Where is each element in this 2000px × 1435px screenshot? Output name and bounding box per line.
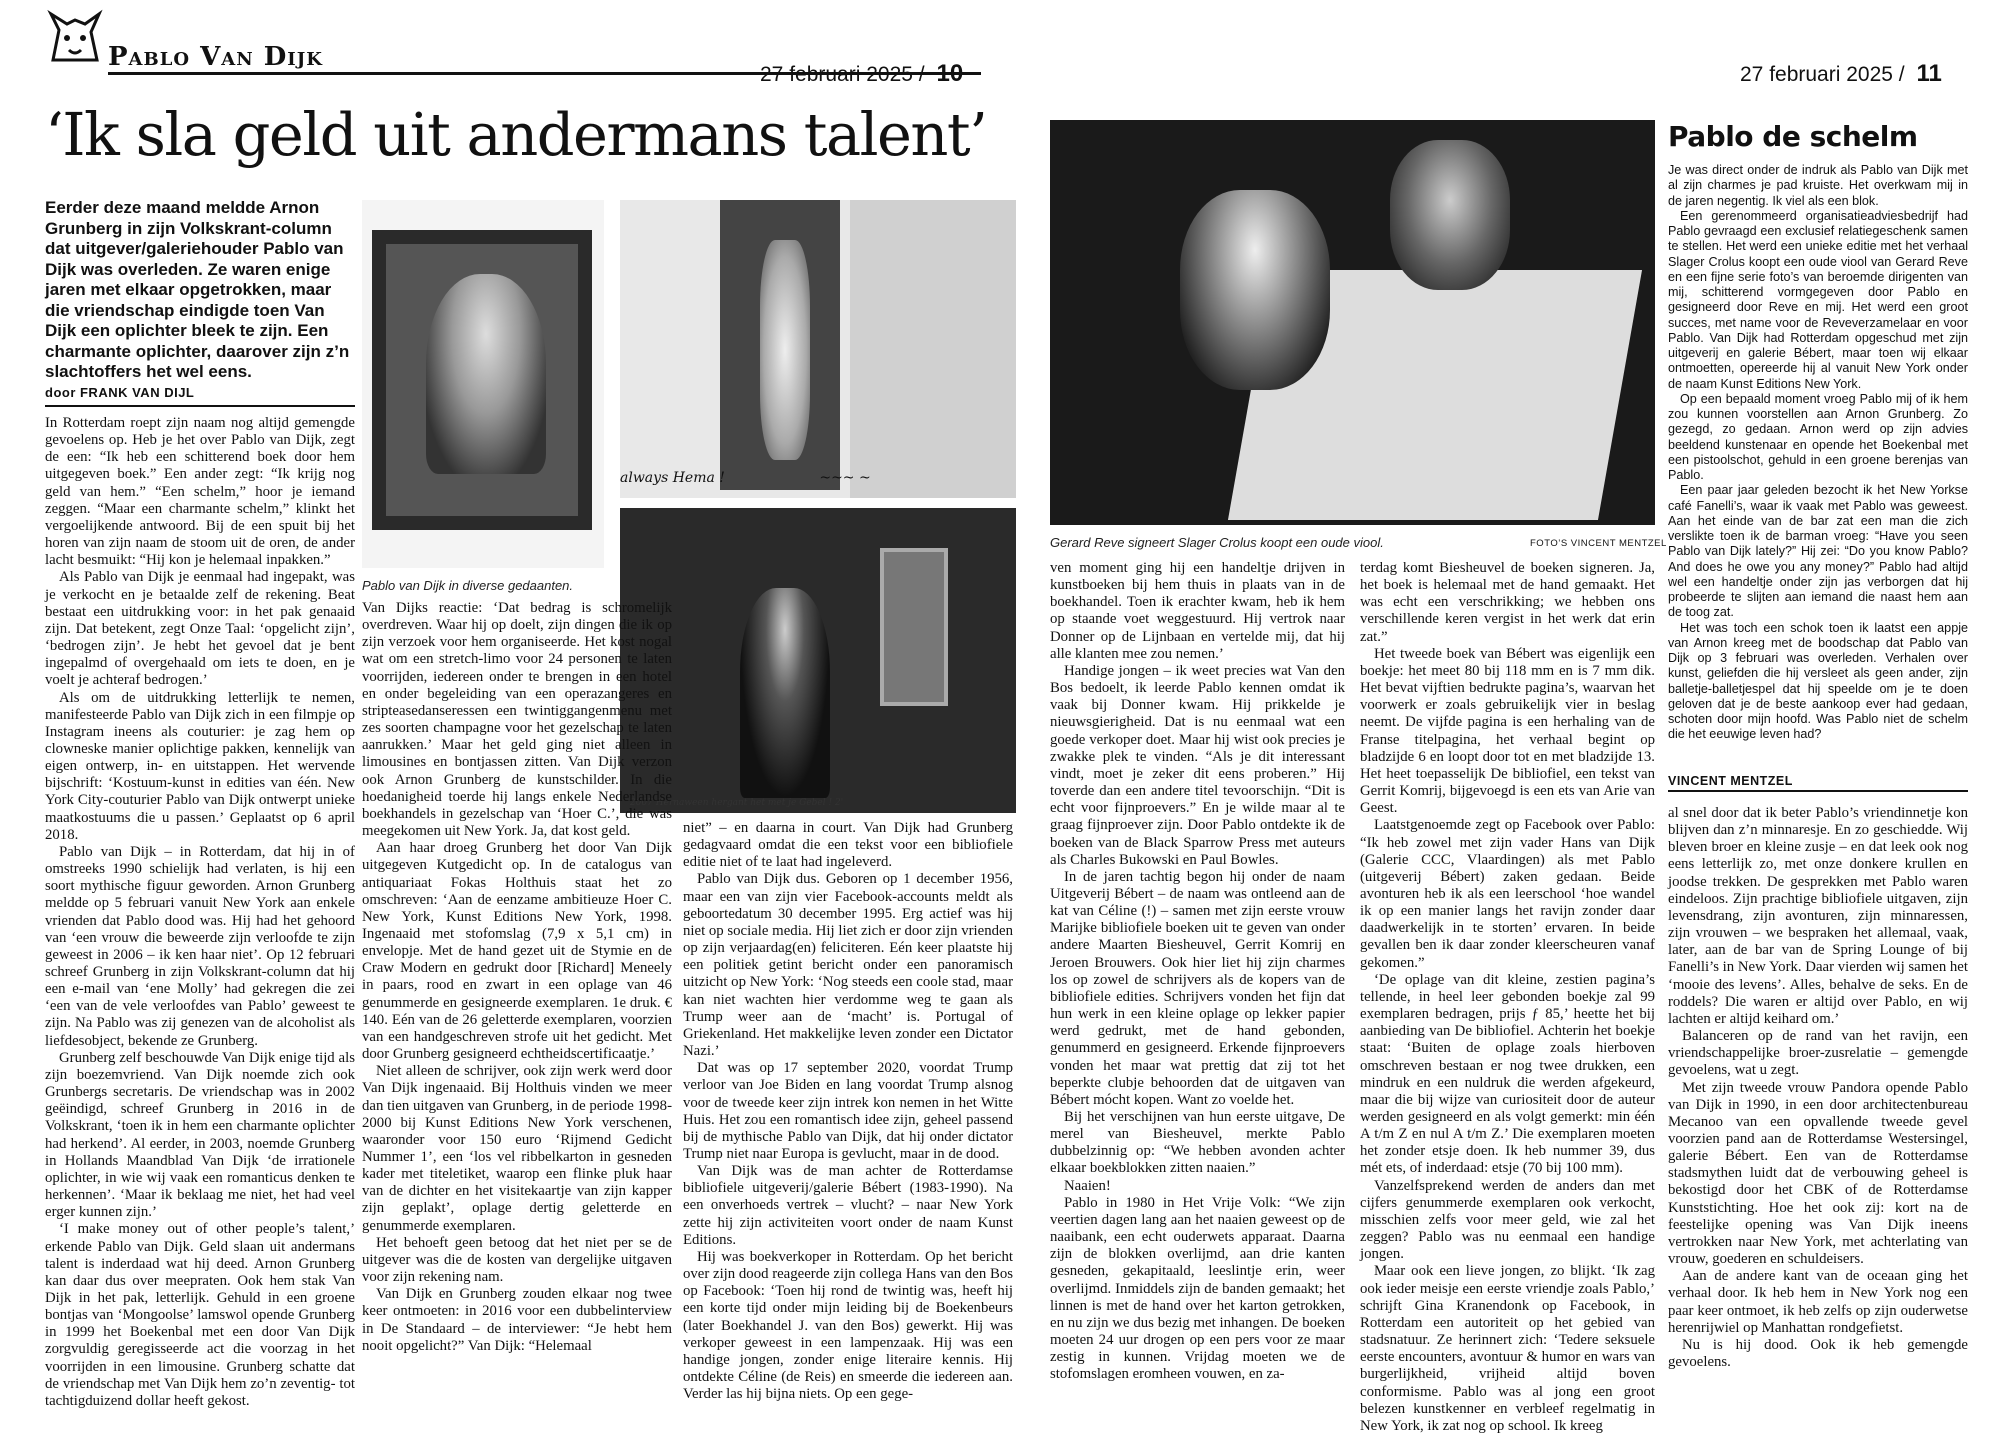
paragraph: Dat was op 17 september 2020, voordat Trump verloor van Joe Biden en lang voordat Trump alsnog voor de tweede keer zijn intrek kon nemen in het Witte Huis. Het zou een romantisch idee zijn, geheel passend bij de mythische Pablo van Dijk, dat hij onder dictator Trump niet naar Europa is gevlucht, maar in de dood. bbox=[683, 1060, 1013, 1162]
paragraph: Pablo van Dijk – in Rotterdam, dat hij in of omstreeks 1990 schielijk had verlaten, is hij een soort mythische figuur geworden. Arnon Grunberg meldde op 5 februari vanuit New York aan enkele vrienden dat Pablo dood was. Hij had het gehoord van ‘een vrouw die beweerde zijn verloofde te zijn geweest in 2006 – ik ken haar niet’. Op 12 februari schreef Grunberg in zijn Volkskrant-column dat hij een e-mail van ‘ene Molly’ had gekregen die zei ‘een van de vele verloofdes van Pablo’ geweest te zijn. Na Pablo was zij genezen van de alcoholist als liefdesobject, bekende ze Grunberg. bbox=[45, 843, 355, 1049]
photo-caption-right: Gerard Reve signeert Slager Crolus koopt een oude viool. bbox=[1050, 535, 1384, 550]
left-page-number: 10 bbox=[936, 60, 964, 87]
paragraph: Pablo van Dijk dus. Geboren op 1 december 1956, maar een van zijn vier Facebook-accounts meldt als geboortedatum 30 december 1995. Erg actief was hij niet op sociale media. Hij liet zich er door zijn vrienden op zijn verjaardag(en) feliciteren. Eén keer plaatste hij een politiek getint bericht onder een panoramisch uitzicht op New York: ‘Nog steeds een coole stad, maar kan niet wachten hier verdomme weg te gaan als Trump weer aan de ‘macht’ is. Portugal of Griekenland. Het makkelijke leven zonder een Dictator Nazi.’ bbox=[683, 871, 1013, 1060]
paragraph: terdag komt Biesheuvel de boeken signeren. Ja, het boek is helemaal met de hand gemaakt. Het was echt een verschrikking; we hebben ons verschillende keren vergist in het werk dat erin zat.” bbox=[1360, 560, 1655, 645]
column-1 bbox=[45, 415, 355, 1409]
paragraph: Van Dijk en Grunberg zouden elkaar nog twee keer ontmoeten: in 2016 voor een dubbelinterview in De Standaard – de interviewer: “Je hebt hem nooit opgelicht?” Van Dijk: “Helemaal bbox=[362, 1286, 672, 1354]
left-folio bbox=[760, 60, 963, 88]
paragraph: Van Dijks reactie: ‘Dat bedrag is schromelijk overdreven. Waar hij op doelt, zijn dingen die ik op zijn verzoek voor hem organiseerde. Het kost nogal wat om een stretch-limo voor 24 personen te laten voorrijden, iedereen onder te brengen in een hotel en onder begeleiding van een operazangeres en stripteasedanseressen een twintiggangenmenu met zes soorten champagne voor het gezelschap te laten aanrukken.’ Maar het geld ging niet alleen in limousines en bontjassen zitten. Van Dijk verzon ook Arnon Grunberg de kunstschilder. In die hoedanigheid toerde hij langs enkele Nederlandse boekhandels in gezelschap van ‘Hoer C.’, die was meegekomen uit New York. Ja, dat kost geld. bbox=[362, 600, 672, 840]
sidebar-byline: VINCENT MENTZEL bbox=[1668, 774, 1793, 788]
paragraph: Hij was boekverkoper in Rotterdam. Op het bericht over zijn dood reageerde zijn collega Hans van den Bos op Facebook: ‘Toen hij rond de twintig was, heeft hij een korte tijd onder mijn leiding bij de Boekenbeurs (later Boekhandel J. van den Bos) gewerkt. Hij was verkoper geweest in een lampenzaak. Hij was een handige jongen, zonder enige literaire kennis. Hij ontdekte Céline (de Reis) en smeerde die iedereen aan. Verder las hij bijna niets. Op een gege- bbox=[683, 1248, 1013, 1403]
paragraph: niet” – en daarna in court. Van Dijk had Grunberg gedagvaard omdat die een tekst voor een bibliofiele editie niet of te laat had ingeleverd. bbox=[683, 820, 1013, 871]
sidebar-paragraph: Je was direct onder de indruk als Pablo van Dijk met al zijn charmes je pad kruiste. Het overkwam mij in de jaren negentig. Ik viel als een blok. bbox=[1668, 163, 1968, 208]
photo-framed-portrait bbox=[362, 200, 604, 568]
paragraph: Met zijn tweede vrouw Pandora opende Pablo van Dijk in 1990, in een door architectenbureau Mecanoo van een opvallende tweede gevel voorzien pand aan de Rotterdamse Westersingel, galerie Bébert. Een van de Rotterdamse stadsmythen luidt dat de verbouwing geheel is bekostigd door het CBK of de Rotterdamse Kunststichting. Hoe het ook zij: kort na de feestelijke opening was Van Dijk ineens vertrokken naar New York, met achterlating van vrouw, goederen en schuldeisers. bbox=[1668, 1079, 1968, 1268]
photo-credit: FOTO’S VINCENT MENTZEL bbox=[1530, 538, 1667, 549]
paragraph: Bij het verschijnen van hun eerste uitgave, De merel van Biesheuvel, merkte Pablo dubbelzinnig op: “We hebben avonden achter elkaar boekblokken zitten naaien.” bbox=[1050, 1109, 1345, 1177]
photo-reve-signing bbox=[1050, 120, 1655, 525]
masthead-logo bbox=[45, 10, 107, 64]
photo-doorway bbox=[620, 200, 1016, 498]
paragraph: Aan haar droeg Grunberg het door Van Dijk uitgegeven Kutgedicht op. In de catalogus van antiquariaat Fokas Holthuis staat het zo omschreven: ‘Aan de eenzame ambitieuze Hoer C. New York, Kunst Editions New York, 1998. Ingenaaid met stofomslag (7,9 x 5,1 cm) in envelopje. Met de hand gezet uit de Stymie en de Craw Modern en gedrukt door [Richard] Meneely in paars, rood en zwart in een oplage van 46 genummerde en gesigneerde exemplaren. 1e druk. € 140. Eén van de 26 geletterde exemplaren, voorzien van een handgeschreven strofe uit het gedicht. Met door Grunberg gesigneerd echtheidscertificaatje.’ bbox=[362, 840, 672, 1063]
byline: door FRANK VAN DIJL bbox=[45, 385, 195, 400]
paragraph: Als Pablo van Dijk je eenmaal had ingepakt, was je verkocht en je betaalde zelf de rekening. Beat bestaat een uitdrukking voor: in het pak genaaid zijn. Dat betekent, zegt Onze Taal: ‘opgelicht zijn’, ‘bedrogen zijn’. Je hebt het gevoel dat je bent ingepalmd of overgehaald om iets te doen, en je voelt je achteraf bedrogen.’ bbox=[45, 569, 355, 689]
sidebar-paragraph: Een paar jaar geleden bezocht ik het New Yorkse café Fanelli’s, waar ik vaak met Pablo was geweest. Aan het einde van de bar zat een man die zich verslikte toen ik de barman vroeg: “Have you seen Pablo van Dijk lately?” Hij zei: “Do you know Pablo? And does he owe you any money?” Pablo had altijd wel een handeltje onder zijn jas verborgen dat hij probeerde te slijten aan iemand die naast hem aan de toog zat. bbox=[1668, 483, 1968, 620]
paragraph: ‘De oplage van dit kleine, zestien pagina’s tellende, in heel leer gebonden boekje zal 99 exemplaren bedragen, prijs ƒ 85,’ heette het bij aanbieding van De bibliofiel. Achterin het boekje staat: ‘Buiten de oplage zoals hierboven omschreven bestaan er nog twee drukken, een mindruk en een nuldruk die werden afgekeurd, maar die bij wijze van curiositeit door de auteur werden gesigneerd en als volgt gemerkt: min één A t/m Z en nul A t/m Z.’ Die exemplaren moeten het zonder etsje doen. Ik heb nummer 39, dus mét ets, of inderdaad: etsje (70 bij 100 mm). bbox=[1360, 971, 1655, 1177]
paragraph: Het tweede boek van Bébert was eigenlijk een boekje: het meet 80 bij 118 mm en is 7 mm dik. Het bevat vijftien bedrukte pagina’s, waarvan het voorwerk er zoals gebruikelijk vier in beslag neemt. De vijfde pagina is een herhaling van de Franse titelpagina, het verhaal begint op bladzijde 6 en loopt door tot en met bladzijde 13. Het heet toepasselijk De bibliofiel, een tekst van Gerrit Komrij, bijgevoegd is een ets van Arie van Geest. bbox=[1360, 645, 1655, 817]
lead-paragraph: Eerder deze maand meldde Arnon Grunberg in zijn Volkskrant-column dat uitgever/galeriehouder Pablo van Dijk was overleden. Ze waren enige jaren met elkaar opgetrokken, maar die vriendschap eindigde toen Van Dijk een oplichter bleek te zijn. Een charmante oplichter, daarover zijn z’n slachtoffers het wel eens. bbox=[45, 198, 350, 381]
right-date: 27 februari 2025 / bbox=[1740, 63, 1905, 86]
paragraph: In de jaren tachtig begon hij onder de naam Uitgeverij Bébert – de naam was ontleend aan de kat van Céline (!) – samen met zijn eerste vrouw Marijke bibliofiele boeken uit te geven van onder andere Maarten Biesheuvel, Gerrit Komrij en Jeroen Brouwers. Ook hier liet hij zijn charmes los op zowel de schrijvers als de kopers van de bibliofiele edities. Schrijvers vonden het fijn dat hun werk in een kleine oplage op lekker papier werd gedrukt, met de hand gebonden, genummerd en gesigneerd. Erkende fijnproevers vonden het maar wat prettig dat zij tot het beperkte clubje behoorden dat de uitgaven van Bébert mócht kopen. Want zo voelde het. bbox=[1050, 868, 1345, 1108]
column-3 bbox=[683, 820, 1013, 1403]
paragraph: ‘I make money out of other people’s talent,’ erkende Pablo van Dijk. Geld slaan uit andermans talent is inderdaad wat hij deed. Arnon Grunberg kan daar dus over meepraten. Ook hem stak Van Dijk in het pak, letterlijk. Gehuld in een groene bontjas van ‘Mongoolse’ lamswol opende Grunberg in 1999 het Boekenbal met een door Van Dijk zorgvuldig geregisseerde act die voorzag in het voorrijden in een limousine. Grunberg schatte dat de vriendschap met Van Dijk hem zo’n zeventig- tot tachtigduizend dollar heeft gekost. bbox=[45, 1221, 355, 1409]
paragraph: Van Dijk was de man achter de Rotterdamse bibliofiele uitgeverij/galerie Bébert (1983-1990). Na een onverhoeds vertrek – vlucht? – naar New York zette hij zijn activiteiten voort onder de naam Kunst Editions. bbox=[683, 1163, 1013, 1248]
paragraph: Niet alleen de schrijver, ook zijn werk werd door Van Dijk ingenaaid. Bij Holthuis vinden we meer dan tien uitgaven van Grunberg, in de periode 1998-2000 bij Kunst Editions New York verschenen, waaronder voor 150 euro ‘Rijmend Gedicht Nummer 1’, een ‘los vel ribbelkarton in gesneden kader met titeletiket, waarop een flinke pluk haar van de dichter en het visitekaartje van zijn kapper zijn geplakt’, oplage dertig geletterde en genummerde exemplaren. bbox=[362, 1063, 672, 1234]
left-date: 27 februari 2025 / bbox=[760, 63, 925, 86]
column-4 bbox=[1050, 560, 1345, 1383]
paragraph: Laatstgenoemde zegt op Facebook over Pablo: “Ik heb zowel met zijn vader Hans van Dijk (Galerie CCC, Vlaardingen) als met Pablo (uitgeverij Bébert) zaken gedaan. Beide avonturen heb ik als een leerschool ‘hoe wandel ik op een manier langs het ravijn zonder daar daadwerkelijk in te storten’ ervaren. In beide gevallen ben ik daar zonder kleerscheuren vanaf gekomen.” bbox=[1360, 817, 1655, 971]
sidebar-box bbox=[1668, 120, 1968, 788]
paragraph: Vanzelfsprekend werden de anders dan met cijfers genummerde exemplaren ook verkocht, misschien zelfs voor meer geld, wie zal het zeggen? Pablo was nu eenmaal een handige jongen. bbox=[1360, 1177, 1655, 1263]
photo-inscription-1 bbox=[620, 470, 1016, 486]
column-2 bbox=[362, 600, 672, 1380]
masthead-title: Pablo Van Dijk bbox=[108, 42, 323, 72]
paragraph: Pablo in 1980 in Het Vrije Volk: “We zijn veertien dagen lang aan het naaien geweest op de naaibank, een echt ouderwets apparaat. Daarna zijn de blokken overlijmd, aan drie kanten gesneden, gekapitaald, leeslintje erin, weer overlijmd. Inmiddels zijn de banden gemaakt; het linnen is met de hand over het karton getrokken, en nu zijn we dus bezig met inhangen. De boeken moeten 24 uur drogen op een pers voor ze maar zestig in kunnen. Vrijdag moeten we de stofomslagen eromheen vouwen, en za- bbox=[1050, 1194, 1345, 1383]
paragraph: In Rotterdam roept zijn naam nog altijd gemengde gevoelens op. Heb je het over Pablo van Dijk, zegt de een: “Ik heb een schitterend boek door hem uitgegeven boek.” Een ander zegt: “Ik krijg nog geld van hem.” “Een schelm,” hoor je iemand zeggen. “Maar een charmante schelm,” klinkt het vergoelijkende antwoord. Bij de een spuit bij het horen van zijn naam de stoom uit de oren, de ander lacht besmuikt: “Hij kon je helemaal inpakken.” bbox=[45, 415, 355, 569]
headline: ‘Ik sla geld uit andermans talent’ bbox=[45, 100, 987, 169]
paragraph: Aan de andere kant van de oceaan ging het verhaal door. Ik heb hem in New York nog een paar keer ontmoet, ik heb zelfs op zijn ouderwetse herenrijwiel op Manhattan rondgefietst. bbox=[1668, 1268, 1968, 1336]
paragraph: Naaien! bbox=[1064, 1177, 1111, 1194]
sidebar-title: Pablo de schelm bbox=[1668, 120, 1918, 153]
paragraph: Handige jongen – ik weet precies wat Van den Bos bedoelt, ik leerde Pablo kennen omdat ik vaak bij Donner kwam. Hij prikkelde je nieuwsgierigheid. Dat is nu eenmaal wat een goede verkoper doet. Maar hij wist ook precies je zwakke plek te vinden. “Als je dit interessant vindt, moet je zeker dit eens proberen.” Hij toverde dan een andere titel tevoorschijn. “Dit is echt voor fijnproevers.” En je wilde maar al te graag fijnproever zijn. Door Pablo ontdekte ik de boeken van de Black Sparrow Press met auteurs als Charles Bukowski en Paul Bowles. bbox=[1050, 662, 1345, 868]
paragraph: ven moment ging hij een handeltje drijven in kunstboeken bij hem thuis in plaats van in de boekhandel. Toen ik erachter kwam, heb ik hem op staande voet weggestuurd. Hij vertrok naar Donner op de Lijnbaan en vertelde mij, dat hij alle klanten mee zou nemen.’ bbox=[1050, 560, 1345, 662]
right-page-number: 11 bbox=[1916, 60, 1942, 87]
sidebar-paragraph: Op een bepaald moment vroeg Pablo mij of ik hem zou kunnen voorstellen aan Arnon Grunberg. Zo gezegd, zo gedaan. Arnon werd op zijn advies beeldend kunstenaar en opende het Boekenbal met een pistoolschot, gehuld in een groene berenjas van Pablo. bbox=[1668, 391, 1968, 482]
paragraph: Maar ook een lieve jongen, zo blijkt. ‘Ik zag ook ieder meisje een eerste vriendje zoals Pablo,’ schrijft Gina Kranendonk op Facebook, in Rotterdam een autoriteit op het gebied van stadsnatuur. Ze herinnert zich: ‘Tedere seksuele eerste encounters, avontuur & humor en wars van burgerlijkheid, vrijheid altijd boven conformisme. Pablo was al jong een groot belezen kunstkenner en verbleef regelmatig in New York, ik zat nog op school. Ik kreeg bbox=[1360, 1263, 1655, 1434]
paragraph: Als om de uitdrukking letterlijk te nemen, manifesteerde Pablo van Dijk zich in een filmpje op Instagram ineens als couturier: je zag hem op clowneske manier oplichtige pakken, kennelijk van eigen ontwerp, in- en uitstappen. Het wervende bijschrift: ‘Kostuum-kunst in edities van één. New York City-couturier Pablo van Dijk ontwerpt unieke maatkostuums die u passen.’ Geplaatst op 6 april 2018. bbox=[45, 689, 355, 843]
sidebar-rule bbox=[1668, 790, 1968, 792]
fox-icon bbox=[45, 10, 107, 64]
photo-corridor bbox=[620, 508, 1016, 813]
signature-mark: ~~~ ~ bbox=[819, 470, 871, 486]
photo-caption-left: Pablo van Dijk in diverse gedaanten. bbox=[362, 578, 574, 593]
inscription-text-1: always Hema ! bbox=[620, 470, 725, 486]
paragraph: Balanceren op de rand van het ravijn, een vriendschappelijke broer-zusrelatie – gemengde gevoelens, wat u zegt. bbox=[1668, 1028, 1968, 1079]
sidebar-paragraph: Een gerenommeerd organisatieadviesbedrijf had Pablo gevraagd een exclusief relatiegeschenk samen te stellen. Het werd een unieke editie met het verhaal Slager Crolus koopt een oude viool van Gerard Reve en een fijne serie foto’s van beroemde dirigenten van mij, schitterend vormgegeven door Pablo en gesigneerd door Reve en mij. Het werd een groot succes, met name voor de Reveverzamelaar en voor Pablo. Van Dijk had Rotterdam opgeschud met zijn uitgeverij en galerie Bébert, maar toen wij elkaar ontmoetten, opereerde hij al vanuit New York onder de naam Kunst Editions New York. bbox=[1668, 208, 1968, 391]
photo-inscription-2: 2007 Hernaween hergant het met je Gebel ! 2' bbox=[630, 798, 844, 808]
column-6 bbox=[1668, 805, 1968, 1380]
sidebar-text bbox=[1668, 163, 1968, 768]
paragraph: Nu is hij dood. Ook ik heb gemengde gevoelens. bbox=[1668, 1336, 1968, 1370]
right-folio bbox=[1740, 60, 1942, 88]
paragraph: al snel door dat ik beter Pablo’s vriendinnetje kon blijven dan z’n minnaresje. En zo geschiedde. Wij bleven broer en kleine zusje – en dat leek ook nog eens letterlijk zo, met onze donkere krullen en joodse trekken. De gesprekken met Pablo waren eindeloos. Zijn prachtige bibliofiele uitgaven, zijn levensdrang, zijn avonturen, zijn minnaressen, zijn vrouwen – we bespraken het allemaal, vaak, later, aan de bar van de Spring Lounge of bij Fanelli’s in New York. Daar vierden wij samen het ‘mooie des levens’. Alles, behalve de seks. En de roddels? Die waren er altijd over Pablo, en wij lachten er altijd keihard om.’ bbox=[1668, 805, 1968, 1027]
byline-rule bbox=[45, 405, 355, 407]
sidebar-paragraph: Het was toch een schok toen ik laatst een appje van Arnon kreeg met de boodschap dat Pablo van Dijk op 3 februari was overleden. Verhalen over kunst, geliefden die hij versleet als geen ander, zijn balletje-balletjespel dat hij speelde om je te doen geloven dat je de beste aankoop ever had gedaan, schoten door mijn hoofd. Was Pablo niet de schelm die het eeuwige leven had? bbox=[1668, 620, 1968, 742]
column-5 bbox=[1360, 560, 1655, 1434]
paragraph: Het behoeft geen betoog dat het niet per se de uitgever was die de kosten van dergelijke uitgaven voor zijn rekening nam. bbox=[362, 1234, 672, 1286]
paragraph: Grunberg zelf beschouwde Van Dijk enige tijd als zijn boezemvriend. Van Dijk noemde zich ook Grunbergs secretaris. De vriendschap was in 2002 geëindigd, schreef Grunberg in 2016 in de Volkskrant, ‘toen ik in hem een charmante oplichter had herkend’. Al eerder, in 2003, noemde Grunberg in Hollands Maandblad Van Dijk ‘de irrationele oplichter, in wie wij vaak een romanticus denken te herkennen’. ‘Maar ik beklaag me niet, het had veel erger kunnen zijn.’ bbox=[45, 1049, 355, 1221]
